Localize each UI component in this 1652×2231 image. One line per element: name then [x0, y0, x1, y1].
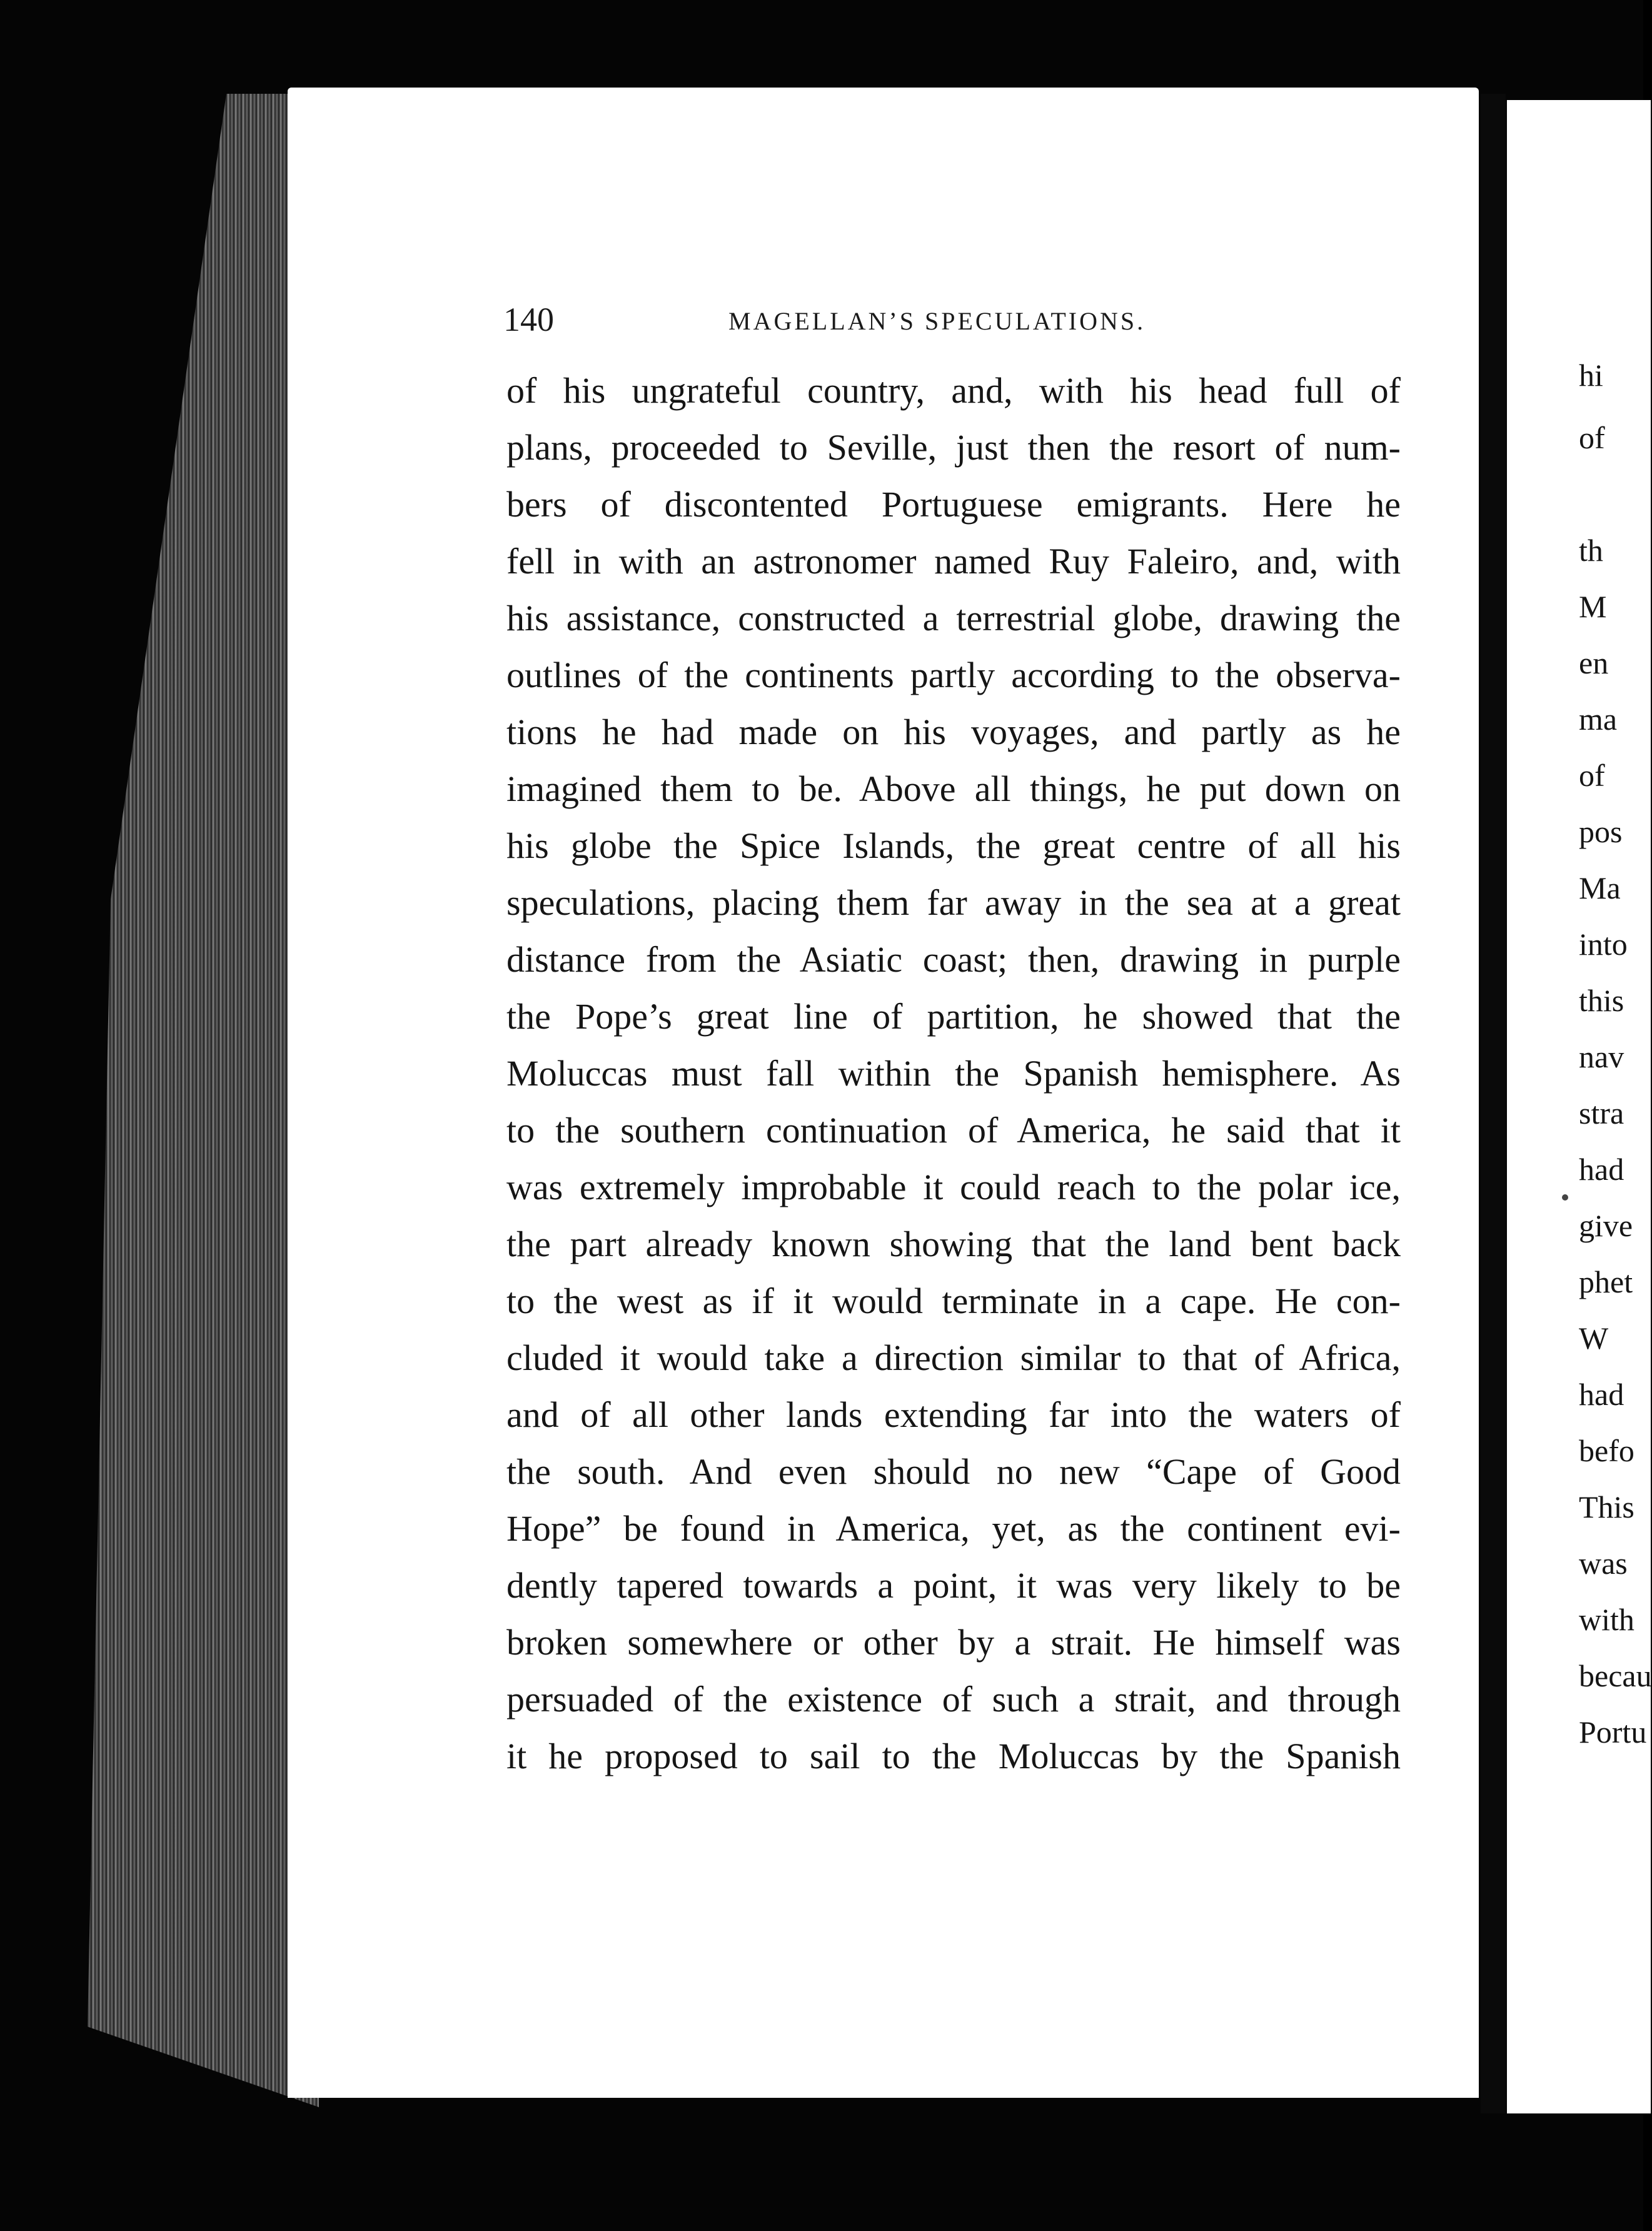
- facing-page-fragment: en: [1579, 645, 1609, 680]
- facing-page-fragment: of: [1579, 758, 1605, 793]
- text-line: fell in with an astronomer named Ruy Faleiro, and, with: [506, 541, 1401, 582]
- text-line: Moluccas must fall within the Spanish hemisphere. As: [506, 1053, 1401, 1094]
- facing-page-fragment: Portu: [1579, 1715, 1647, 1750]
- facing-page-fragment: pos: [1579, 814, 1623, 849]
- facing-page-fragment: with: [1579, 1602, 1634, 1637]
- text-line: Hope” be found in America, yet, as the continent evi-: [506, 1508, 1401, 1549]
- text-line: to the southern continuation of America, he said that it: [506, 1110, 1401, 1151]
- text-line: imagined them to be. Above all things, he put down on: [506, 768, 1401, 809]
- facing-page-fragment: stra: [1579, 1095, 1624, 1131]
- text-line: of his ungrateful country, and, with his head full of: [506, 370, 1401, 411]
- text-line: tions he had made on his voyages, and partly as he: [506, 712, 1401, 752]
- facing-page-fragment: becau: [1579, 1658, 1652, 1693]
- facing-page-fragment: hi: [1579, 358, 1603, 393]
- text-line: bers of discontented Portuguese emigrants. Here he: [506, 484, 1401, 525]
- text-line: cluded it would take a direction similar to that of Africa,: [506, 1337, 1401, 1378]
- facing-page-fragment: ma: [1579, 702, 1618, 737]
- page-number: 140: [503, 301, 554, 338]
- text-line: speculations, placing them far away in the sea at a great: [506, 882, 1401, 923]
- facing-page-fragment: This: [1579, 1489, 1634, 1524]
- facing-page-fragment: Ma: [1579, 870, 1621, 905]
- text-line: it he proposed to sail to the Moluccas by the Spanish: [506, 1736, 1401, 1776]
- text-line: distance from the Asiatic coast; then, drawing in purple: [506, 939, 1401, 980]
- text-line: outlines of the continents partly according to the observa-: [506, 655, 1401, 695]
- facing-page-fragment: give: [1579, 1208, 1633, 1243]
- facing-page-fragment: this: [1579, 983, 1624, 1018]
- facing-page-fragment: befo: [1579, 1433, 1634, 1468]
- text-line: the Pope’s great line of partition, he showed that the: [506, 996, 1401, 1037]
- text-line: his assistance, constructed a terrestrial globe, drawing the: [506, 598, 1401, 638]
- text-line: the south. And even should no new “Cape of Good: [506, 1451, 1401, 1492]
- text-line: was extremely improbable it could reach to the polar ice,: [506, 1167, 1401, 1207]
- text-line: dently tapered towards a point, it was very likely to be: [506, 1565, 1401, 1606]
- facing-page-fragment: had: [1579, 1152, 1624, 1187]
- text-line: his globe the Spice Islands, the great centre of all his: [506, 825, 1401, 866]
- text-line: plans, proceeded to Seville, just then the resort of num-: [506, 427, 1401, 468]
- text-line: the part already known showing that the land bent back: [506, 1224, 1401, 1264]
- facing-page-fragment: into: [1579, 927, 1628, 962]
- text-line: to the west as if it would terminate in a cape. He con-: [506, 1281, 1401, 1321]
- text-line: persuaded of the existence of such a strait, and through: [506, 1679, 1401, 1720]
- facing-page-fragment: W: [1579, 1321, 1609, 1356]
- facing-page-fragment: th: [1579, 533, 1603, 568]
- facing-page-fragment: had: [1579, 1377, 1624, 1412]
- book-gutter: [1481, 94, 1506, 2113]
- facing-page-fragment: of: [1579, 420, 1605, 455]
- speck-mark: [1562, 1194, 1568, 1201]
- facing-page-fragment: M: [1579, 589, 1607, 624]
- facing-page-fragment: nav: [1579, 1039, 1624, 1074]
- running-head-title: MAGELLAN’S SPECULATIONS.: [728, 307, 1146, 335]
- facing-page-fragment: was: [1579, 1546, 1628, 1581]
- text-line: broken somewhere or other by a strait. He himself was: [506, 1622, 1401, 1663]
- facing-page-fragment: phet: [1579, 1264, 1633, 1299]
- running-head: [503, 294, 1169, 344]
- text-line: and of all other lands extending far into the waters of: [506, 1394, 1401, 1435]
